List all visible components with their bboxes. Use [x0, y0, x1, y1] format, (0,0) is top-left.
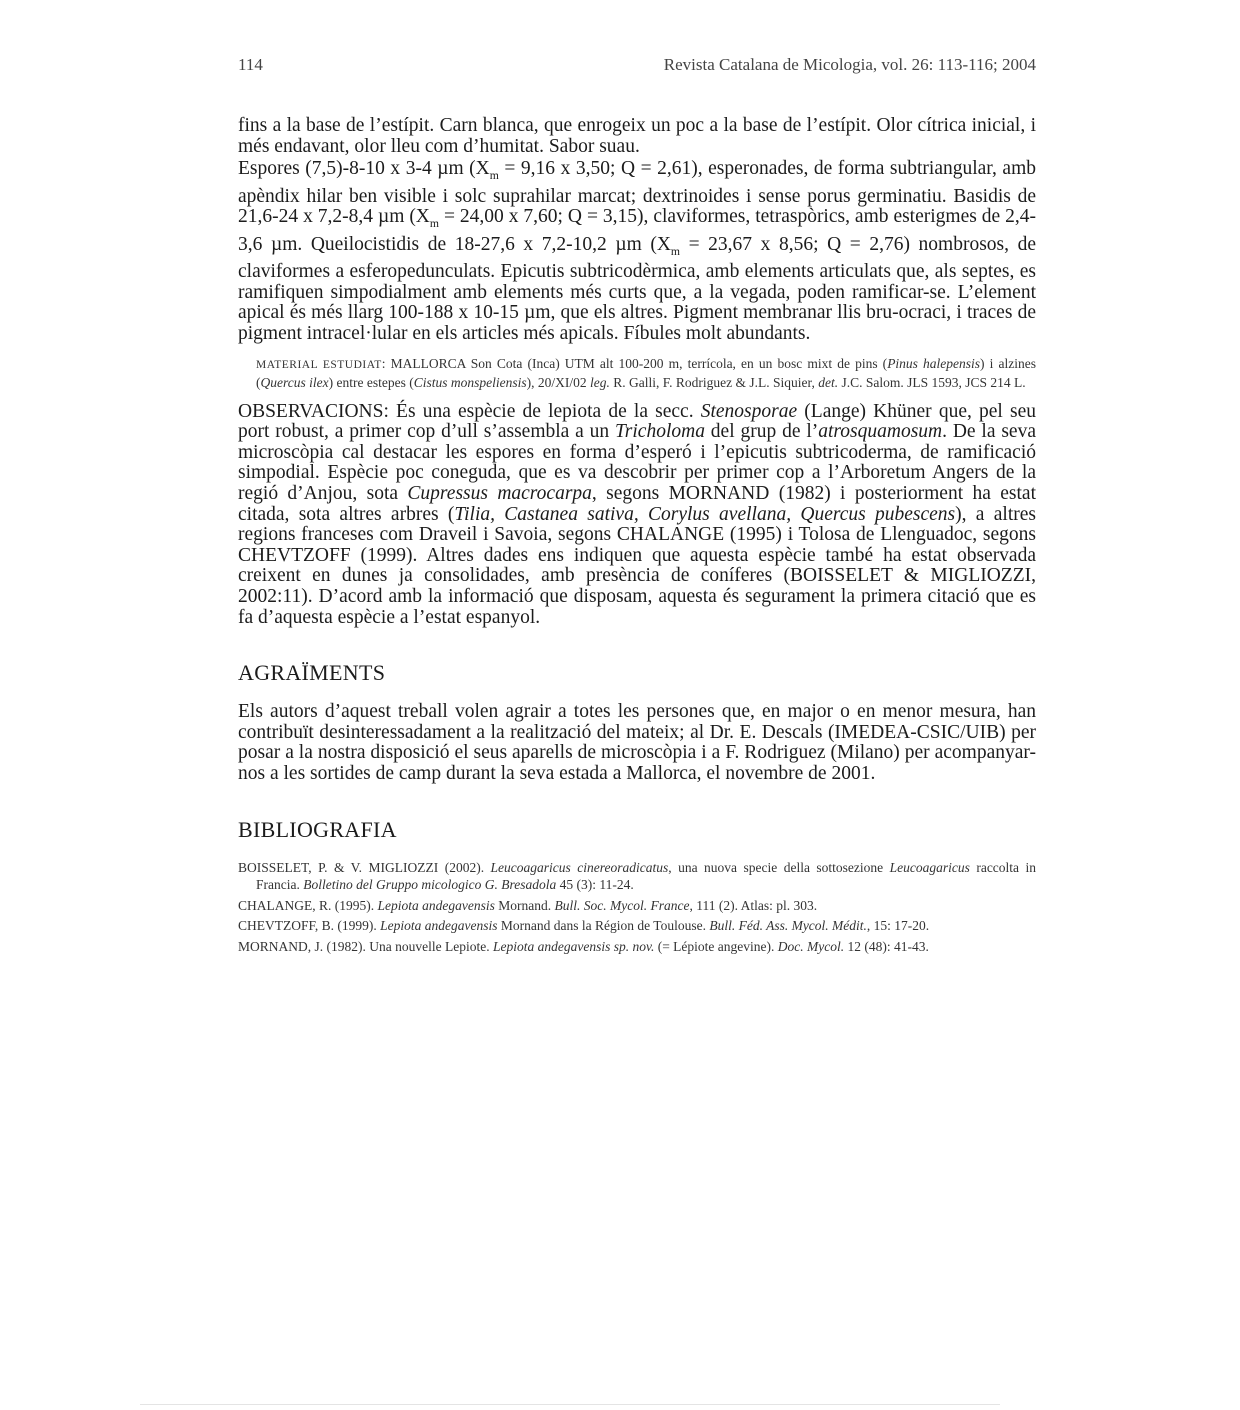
page-number: 114 — [238, 55, 263, 74]
reference-item: CHEVTZOFF, B. (1999). Lepiota andegavensis Mornand dans la Région de Toulouse. Bull. Féd. Ass. Mycol. Médit., 15: 17-20. — [238, 918, 930, 934]
acknowledgments-paragraph: Els autors d’aquest treball volen agrair a totes les persones que, en major o en menor mesura, han contribuït desinteressadament a la realització del mateix; al Dr. E. Descals (IMEDEA-CSIC/UIB) per posar a la nostra disposició el seus aparells de microscòpia i a F. Rodriguez (Milano) per acompanyar-nos a les sortides de camp durant la seva estada a Mallorca, el novembre de 2001. — [238, 701, 1036, 784]
description-paragraph-2: Espores (7,5)-8-10 x 3-4 µm ($X_m = 9,16$ x 3,50; Q = 2,61), esperonades, de forma subtriangular, amb apèndix hilar ben visible i solc suprahilar marcat; dextrinoides i sense porus germinatiu. Basidis de 21,6-24 x 7,2-8,4 µm ($X_m = 24,00$ x 7,60; Q = 3,15), claviformes, tetraspòrics, amb esterigmes de 2,4-3,6 µm. Queilocistidis de 18-27,6 x 7,2-10,2 µm ($X_m = 23,67$ x 8,56; Q = 2,76) nombrosos, de claviformes a esferopedunculats. Epicutis subtricodèrmica, amb elements articulats que, als septes, es ramifiquen simpodialment amb elements més curts que, a la vegada, poden ramificar-se. L’element apical és més llarg 100-188 x 10-15 µm, que els altres. Pigment membranar llis bru-ocraci, i traces de pigment intracel·lular en els articles més apicals. Fíbules molt abundants. — [238, 158, 1037, 345]
acknowledgments-heading: AGRAÏMENTS — [238, 660, 386, 686]
reference-item: CHALANGE, R. (1995). Lepiota andegavensis Mornand. Bull. Soc. Mycol. France, 111 (2). Atlas: pl. 303. — [238, 897, 818, 913]
reference-item: BOISSELET, P. & V. MIGLIOZZI (2002). Leucoagaricus cinereoradicatus, una nuova specie della sottosezione Leucoagaricus raccolta in Francia. Bolletino del Gruppo micologico G. Bresadola 45 (3): 11-24. — [238, 859, 1037, 893]
article-body — [238, 116, 1036, 958]
scan-edge-line — [140, 1404, 1000, 1405]
journal-citation: Revista Catalana de Micologia, vol. 26: 113-116; 2004 — [663, 55, 1036, 74]
material-label: MATERIAL ESTUDIAT — [256, 358, 382, 371]
material-studied: MATERIAL ESTUDIAT: MALLORCA Son Cota (Inca) UTM alt 100-200 m, terrícola, en un bosc mixt de pins (Pinus halepensis) i alzines (Quercus ilex) entre estepes (Cistus monspeliensis), 20/XI/02 leg. R. Galli, F. Rodriguez & J.L. Siquier, det. J.C. Salom. JLS 1593, JCS 214 L. — [256, 355, 1036, 390]
running-header — [238, 55, 1036, 75]
reference-list — [238, 859, 1036, 956]
description-paragraph-1: fins a la base de l’estípit. Carn blanca, que enrogeix un poc a la base de l’estípit. Olor cítrica inicial, i més endavant, olor lleu com d’humitat. Sabor suau. — [238, 115, 1036, 157]
reference-item: MORNAND, J. (1982). Una nouvelle Lepiote. Lepiota andegavensis sp. nov. (= Lépiote angevine). Doc. Mycol. 12 (48): 41-43. — [238, 938, 929, 954]
observations-paragraph: OBSERVACIONS: És una espècie de lepiota de la secc. Stenosporae (Lange) Khüner que, pel seu port robust, a primer cop d’ull s’assembla a un Tricholoma del grup de l’atrosquamosum. De la seva microscòpia cal destacar les espores en forma d’esperó i l’epicutis subtricoderma, de ramificació simpodial. Espècie poc coneguda, que es va descobrir per primer cop a l’Arboretum Angers de la regió d’Anjou, sota Cupressus macrocarpa, segons MORNAND (1982) i posteriorment ha estat citada, sota altres arbres (Tilia, Castanea sativa, Corylus avellana, Quercus pubescens), a altres regions franceses com Draveil i Savoia, segons CHALANGE (1995) i Tolosa de Llenguadoc, segons CHEVTZOFF (1999). Altres dades ens indiquen que aquesta espècie també ha estat observada creixent en dunes ja consolidades, amb presència de coníferes (BOISSELET & MIGLIOZZI, 2002:11). D’acord amb la informació que disposam, aquesta és segurament la primera citació que es fa d’aquesta espècie a l’estat espanyol. — [238, 400, 1036, 628]
bibliography-heading: BIBLIOGRAFIA — [238, 816, 397, 842]
